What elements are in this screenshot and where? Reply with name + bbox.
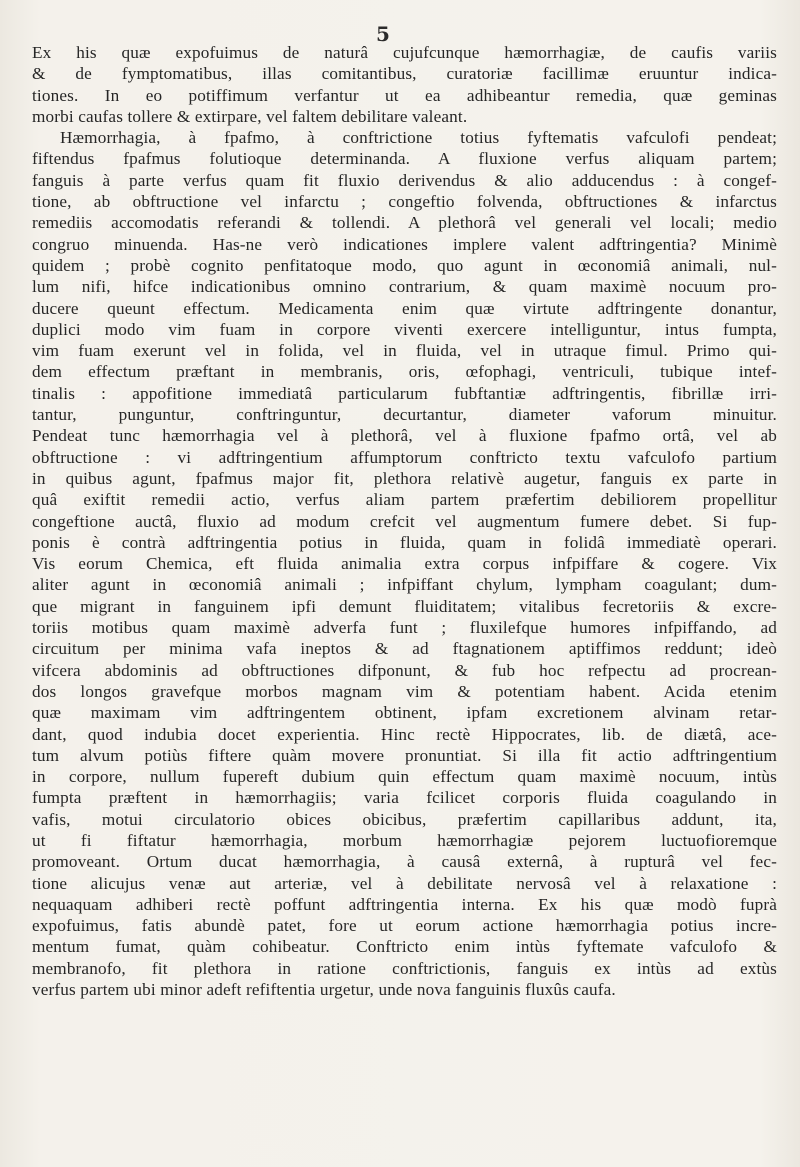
text-line: promoveant. Ortum ducat hæmorrhagia, à causâ externâ, à rupturâ vel fec- [32, 852, 777, 872]
text-line: tione, ab obftructione vel infarctu ; congeftio folvenda, obftructiones & infarctus [32, 192, 777, 212]
text-line: obftructione : vi adftringentium affumptorum conftricto textu vafculofo partium [32, 447, 777, 467]
text-line: Ex his quæ expofuimus de naturâ cujufcunque hæmorrhagiæ, de caufis variis [32, 43, 777, 62]
text-line: duplici modo vim fuam in corpore viventi exercere intelliguntur, intus fumpta, [32, 319, 777, 339]
text-line: ducere queunt effectum. Medicamenta enim quæ virtute adftringente donantur, [32, 298, 777, 318]
text-line: nequaquam adhiberi rectè poffunt adftringentia interna. Ex his quæ modò fuprà [32, 894, 777, 914]
text-line: tum alvum potiùs fiftere quàm movere pronuntiat. Si illa fit actio adftringentium [32, 745, 777, 765]
text-line: quâ exiftit remedii actio, verfus aliam partem præfertim debiliorem propellitur [32, 490, 777, 510]
text-line: & de fymptomatibus, illas comitantibus, curatoriæ facillimæ eruuntur indica- [32, 64, 777, 84]
text-line: dant, quod indubia docet experientia. Hinc rectè Hippocrates, lib. de diætâ, ace- [32, 724, 777, 744]
signature-mark: 5 [376, 22, 390, 46]
text-line: Vis eorum Chemica, eft fluida animalia extra corpus infpiffare & cogere. Vix [32, 554, 777, 574]
text-line: Pendeat tunc hæmorrhagia vel à plethorâ, vel à fluxione fpafmo ortâ, vel ab [32, 426, 777, 446]
text-line: toriis motibus quam maximè adverfa funt ; fluxilefque humores infpiffando, ad [32, 618, 777, 638]
text-line: dos longos gravefque morbos magnam vim & potentiam habent. Acida etenim [32, 681, 777, 701]
text-line: tione alicujus venæ aut arteriæ, vel à debilitate nervosâ vel à relaxatione : [32, 873, 777, 893]
text-line: fiftendus fpafmus folutioque determinanda. A fluxione verfus aliquam partem; [32, 149, 777, 169]
text-line: quæ maximam vim adftringentem obtinent, ipfam excretionem alvinam retar- [32, 703, 777, 723]
text-line: in quibus agunt, fpafmus major fit, plethora relativè augetur, fanguis ex parte in [32, 468, 777, 488]
text-line: Hæmorrhagia, à fpafmo, à conftrictione totius fyftematis vafculofi pendeat; [60, 128, 777, 148]
text-line: morbi caufas tollere & extirpare, vel faltem debilitare valeant. [32, 106, 468, 126]
text-line: tiones. In eo potiffimum verfantur ut ea adhibeantur remedia, quæ geminas [32, 85, 777, 105]
body-text [32, 42, 777, 1000]
text-line: dem effectum præftant in membranis, oris, œfophagi, ventriculi, tubique intef- [32, 362, 777, 382]
text-line: mentum fumat, quàm cohibeatur. Conftricto enim intùs fyftemate vafculofo & [32, 937, 777, 957]
text-line: vim fuam exerunt vel in folida, vel in fluida, vel in utraque fimul. Primo qui- [32, 341, 777, 361]
text-line: congeftione auctâ, fluxio ad modum crefcit vel augmentum fumere debet. Si fup- [32, 511, 777, 531]
text-line: expofuimus, fatis abundè patet, fore ut eorum actione hæmorrhagia potius incre- [32, 916, 777, 936]
text-line: ut fi fiftatur hæmorrhagia, morbum hæmorrhagiæ pejorem luctuofioremque [32, 830, 777, 850]
text-line: fanguis à parte verfus quam fit fluxio derivendus & alio adducendus : à congef- [32, 170, 777, 190]
text-line: in corpore, nullum fupereft dubium quin effectum quam maximè nocuum, intùs [32, 767, 777, 787]
text-line: ponis è contrà adftringentia potius in fluida, quam in folidâ immediatè operari. [32, 532, 777, 552]
text-line: quidem ; probè cognito penfitatoque modo, quo agunt in œconomiâ animali, nul- [32, 255, 777, 275]
text-line: aliter agunt in œconomiâ animali ; infpiffant chylum, lympham coagulant; dum- [32, 575, 777, 595]
text-line: congruo minuenda. Has-ne verò indicationes implere valent adftringentia? Minimè [32, 234, 777, 254]
text-line: membranofo, fit plethora in ratione conftrictionis, fanguis ex intùs ad extùs [32, 958, 777, 978]
text-line: remediis accomodatis referandi & tollendi. A plethorâ vel generali vel locali; medio [32, 213, 777, 233]
text-line: vifcera abdominis ad obftructiones difponunt, & fub hoc refpectu ad procrean- [32, 660, 777, 680]
text-line: tantur, punguntur, conftringuntur, decurtantur, diameter vaforum minuitur. [32, 405, 777, 425]
text-line: tinalis : appofitione immediatâ particularum fubftantiæ adftringentis, fibrillæ irri- [32, 383, 777, 403]
text-line: fumpta præftent in hæmorrhagiis; varia fcilicet corporis fluida coagulando in [32, 788, 777, 808]
text-line: que migrant in fanguinem ipfi demunt fluiditatem; vitalibus fecretoriis & excre- [32, 596, 777, 616]
text-line: verfus partem ubi minor adeft refiftentia urgetur, unde nova fanguinis fluxûs caufa. [32, 980, 616, 1000]
text-line: circuitum per minima vafa ineptos & ad ftagnationem aptiffimos reddunt; ideò [32, 639, 777, 659]
text-line: lum nifi, hifce indicationibus omnino contrarium, & quam maximè nocuum pro- [32, 277, 777, 297]
text-line: vafis, motui circulatorio obices obicibus, præfertim capillaribus addunt, ita, [32, 809, 777, 829]
